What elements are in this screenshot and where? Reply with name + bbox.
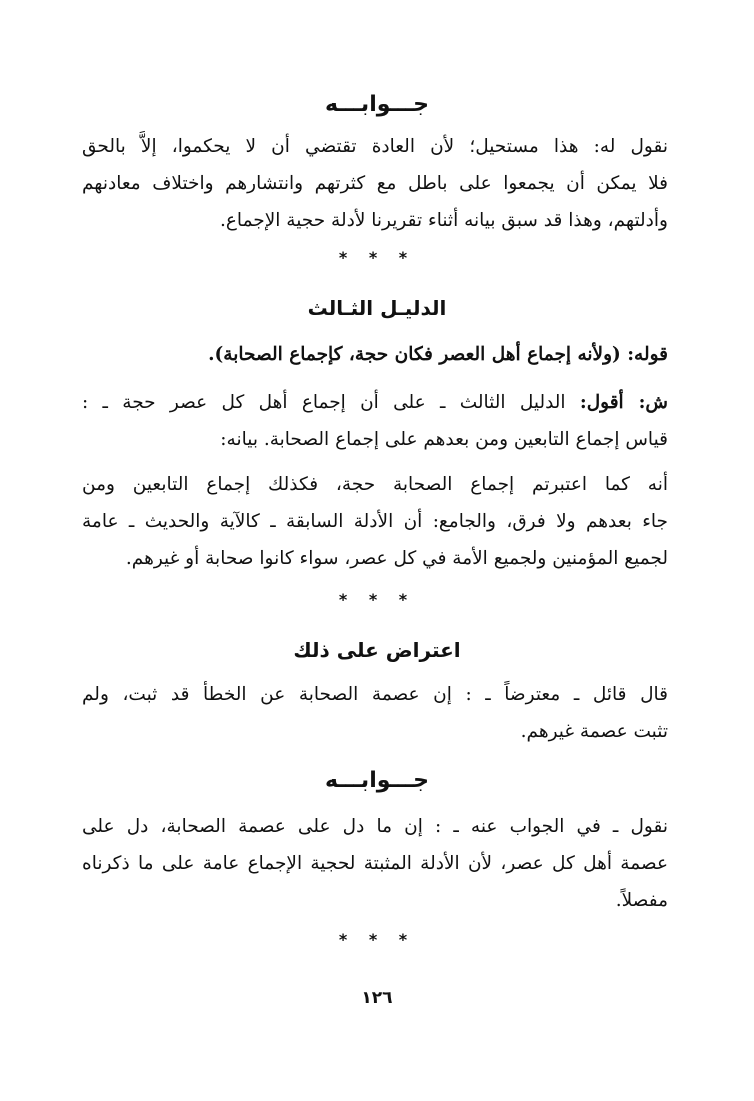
paragraph-objection: [82, 676, 668, 750]
text-line: قال قائل ـ معترضاً ـ : إن عصمة الصحابة عن الخطأ قد ثبت، ولم: [82, 684, 668, 705]
heading-answer-1: جـــوابـــه: [325, 92, 429, 117]
heading-third-evidence: الدليـل الثـالث: [307, 296, 447, 320]
sharh-line-text: الدليل الثالث ـ على أن إجماع أهل كل عصر حجة ـ :: [82, 392, 566, 413]
separator-stars: * * *: [338, 248, 416, 267]
text-line: عصمة أهل كل عصر، لأن الأدلة المثبتة لحجية الإجماع عامة على ما ذكرناه: [82, 853, 668, 874]
text-line: قياس إجماع التابعين ومن بعدهم على إجماع الصحابة. بيانه:: [220, 429, 668, 450]
page-number: ١٢٦: [361, 988, 393, 1008]
sharh-label: ش: أقول:: [579, 392, 668, 413]
paragraph-sharh: [82, 384, 668, 458]
text-line: [82, 384, 668, 421]
paragraph-analogy: [82, 466, 668, 577]
separator-stars: * * *: [338, 930, 416, 949]
text-line: مفصلاً.: [615, 890, 668, 911]
quote-paragraph: [82, 336, 668, 373]
text-line: نقول ـ في الجواب عنه ـ : إن ما دل على عصمة الصحابة، دل على: [82, 816, 668, 837]
text-line: نقول له: هذا مستحيل؛ لأن العادة تقتضي أن لا يحكموا، إلاَّ بالحق: [82, 136, 668, 157]
text-line: وأدلتهم، وهذا قد سبق بيانه أثناء تقريرنا لأدلة حجية الإجماع.: [220, 210, 668, 231]
quote-line: قوله: (ولأنه إجماع أهل العصر فكان حجة، كإجماع الصحابة).: [208, 344, 668, 365]
text-line: فلا يمكن أن يجمعوا على باطل مع كثرتهم وانتشارهم واختلاف معادنهم: [82, 173, 668, 194]
text-line: تثبت عصمة غيرهم.: [520, 721, 668, 742]
text-line: جاء بعدهم ولا فرق، والجامع: أن الأدلة السابقة ـ كالآية والحديث ـ عامة: [82, 511, 668, 532]
separator-stars: * * *: [338, 590, 416, 609]
paragraph-answer-2: [82, 808, 668, 919]
text-line: أنه كما اعتبرتم إجماع الصحابة حجة، فكذلك إجماع التابعين ومن: [82, 474, 668, 495]
heading-objection: اعتراض على ذلك: [293, 638, 461, 662]
paragraph-answer-1: [82, 128, 668, 239]
heading-answer-2: جـــوابـــه: [325, 768, 429, 793]
text-line: لجميع المؤمنين ولجميع الأمة في كل عصر، سواء كانوا صحابة أو غيرهم.: [125, 548, 668, 569]
